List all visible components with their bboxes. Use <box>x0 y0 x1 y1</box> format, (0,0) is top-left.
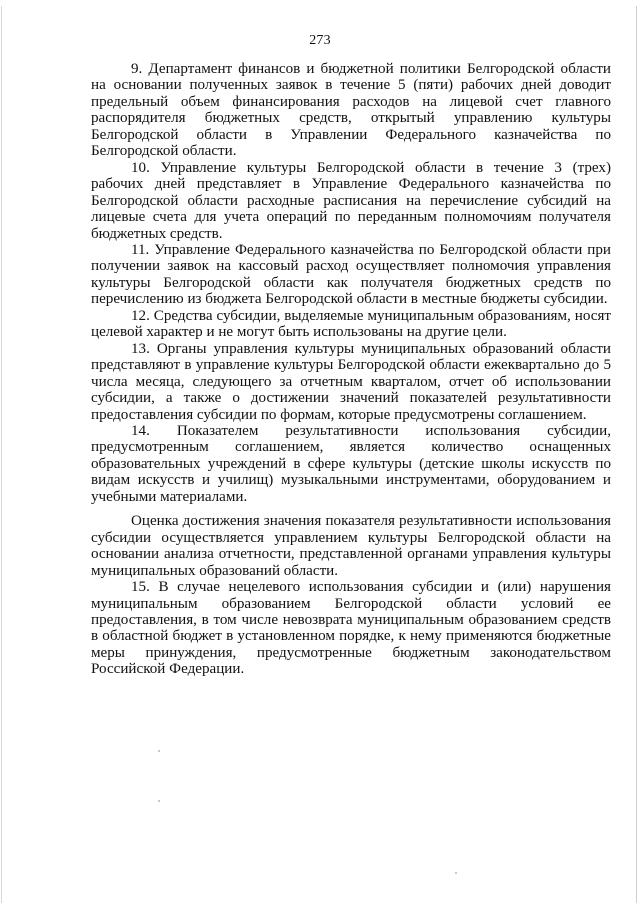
paragraph-14: 14. Показателем результативности использования субсидии, предусмотренным соглашением, является количество оснащенных образовательных учреждений в сфере культуры (детские школы искусств по видам искусств и училищ) музыкальными инструментами, оборудованием и учебными материалами. <box>91 422 611 505</box>
paragraph-9: 9. Департамент финансов и бюджетной политики Белгородской области на основании полученных заявок в течение 5 (пяти) рабочих дней доводит предельный объем финансирования расходов на лицевой счет главного распорядителя бюджетных средств, открытый управлению культуры Белгородской области в Управлении Федерального казначейства по Белгородской области. <box>91 61 611 160</box>
scan-speck <box>455 872 457 874</box>
paragraph-11: 11. Управление Федерального казначейства по Белгородской области при получении заявок на кассовый расход осуществляет полномочия управления культуры Белгородской области как получателя бюджетных средств по перечислению из бюджета Белгородской области в местные бюджеты субсидии. <box>91 241 611 308</box>
paragraph-13: 13. Органы управления культуры муниципальных образований области представляют в управление культуры Белгородской области ежеквартально до 5 числа месяца, следующего за отчетным кварталом, отчет об использовании субсидии, а также о достижении значений показателей результативности предоставления субсидии по формам, которые предусмотрены соглашением. <box>91 340 611 423</box>
paragraph-15: 15. В случае нецелевого использования субсидии и (или) нарушения муниципальным образованием Белгородской области условий ее предоставления, в том числе невозврата муниципальным образованием средств в областной бюджет в установленном порядке, к нему применяются бюджетные меры принуждения, предусмотренные бюджетным законодательством Российской Федерации. <box>91 579 611 678</box>
document-body <box>91 61 611 678</box>
scan-speck <box>158 750 160 752</box>
page-number: 273 <box>309 33 331 48</box>
paragraph-assessment: Оценка достижения значения показателя результативности использования субсидии осуществляется управлением культуры Белгородской области на основании анализа отчетности, представленной органами управления культуры муниципальных образований области. <box>91 513 611 579</box>
paragraph-12: 12. Средства субсидии, выделяемые муниципальным образованиям, носят целевой характер и не могут быть использованы на другие цели. <box>91 307 611 341</box>
paragraph-10: 10. Управление культуры Белгородской области в течение 3 (трех) рабочих дней представляет в Управление Федерального казначейства по Белгородской области расходные расписания на перечисление субсидий на лицевые счета для учета операций по переданным полномочиям получателя бюджетных средств. <box>91 159 611 242</box>
scan-speck <box>158 800 160 802</box>
